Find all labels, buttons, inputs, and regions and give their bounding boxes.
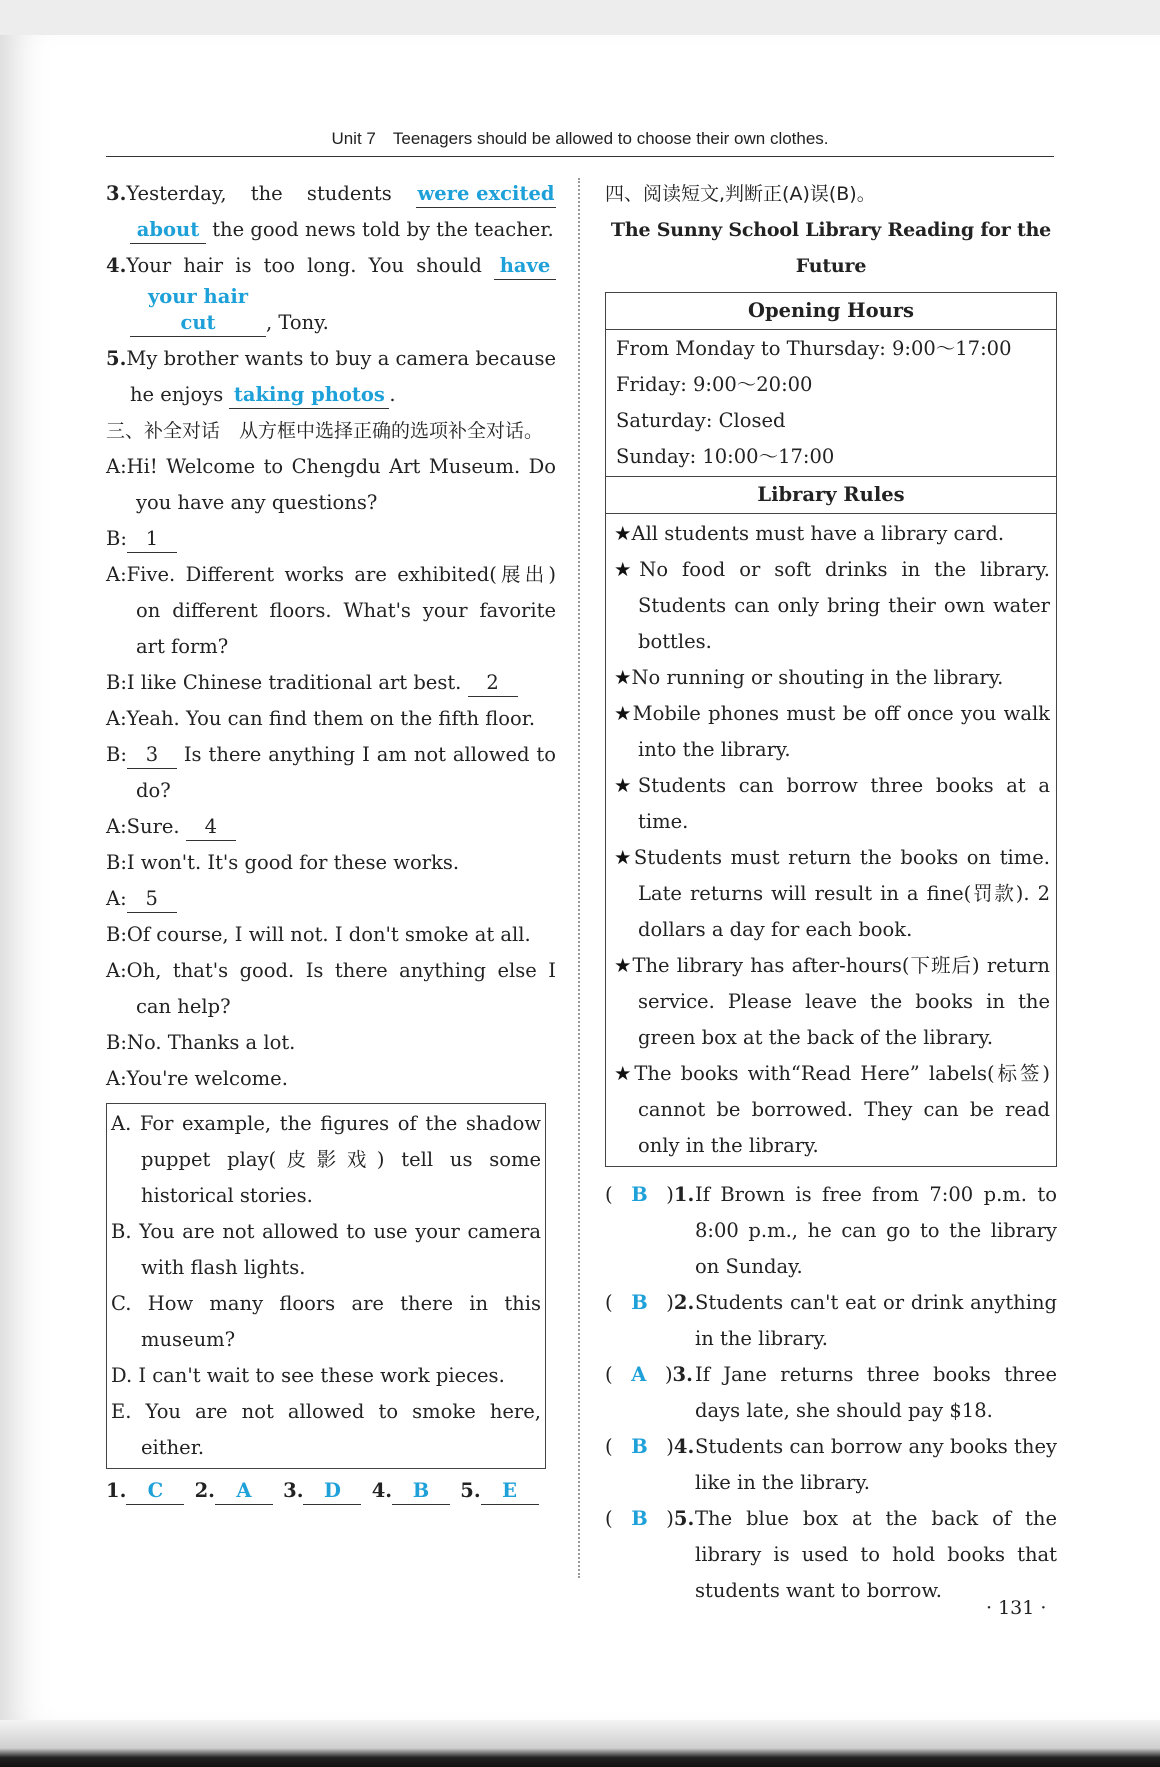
star-icon: ★: [614, 846, 634, 869]
bottom-bar: [0, 1720, 1160, 1767]
library-rule: ★All students must have a library card.: [614, 522, 1005, 545]
dialogue-line: A:Sure. 4: [106, 809, 556, 845]
question-3: 3.Yesterday, the students were excited about the good news told by the teacher.: [106, 176, 556, 248]
options-box: [106, 1103, 546, 1469]
dialogue-line: B:I like Chinese traditional art best. 2: [106, 665, 556, 701]
tf-question: ( B )5.The blue box at the back of the library is used to hold books that students want to borrow.: [605, 1501, 1057, 1609]
question-4: 4.Your hair is too long. You should have your hair cut , Tony.: [106, 248, 556, 341]
star-icon: ★: [614, 1062, 635, 1085]
header-rule: [106, 156, 1054, 157]
answer-blank: about: [130, 217, 206, 244]
answer-item: 5. E: [460, 1473, 538, 1509]
answer-item: 1. C: [106, 1473, 184, 1509]
tf-question: ( B )1.If Brown is free from 7:00 p.m. to 8:00 p.m., he can go to the library on Sunday.: [605, 1177, 1057, 1285]
dialogue-line: A:Yeah. You can find them on the fifth floor.: [106, 707, 536, 730]
dialogue-line: B:I won't. It's good for these works.: [106, 851, 460, 874]
speaker-label: A:: [106, 887, 127, 910]
option-d: D. I can't wait to see these work pieces.: [111, 1364, 505, 1387]
answer-item: 4. B: [372, 1473, 450, 1509]
library-rule: ★No running or shouting in the library.: [614, 666, 1004, 689]
hours-line: Friday: 9:00～20:00: [616, 373, 813, 396]
dialogue-line: [106, 881, 556, 917]
library-rule: ★Students can borrow three books at a time.: [614, 774, 1050, 833]
library-rules-list: [606, 514, 1056, 1166]
hours-line: From Monday to Thursday: 9:00～17:00: [616, 337, 1012, 360]
library-notice-box: [605, 292, 1057, 1167]
tf-answer: B: [631, 1507, 648, 1530]
answer-blank: taking photos: [229, 382, 389, 409]
answer-paren: ( B )1.: [605, 1183, 695, 1206]
dialogue-line: A:Five. Different works are exhibited(展出) on different floors. What's your favorite art form?: [106, 563, 556, 658]
column-divider: [578, 178, 580, 1578]
dialogue-line: [106, 521, 556, 557]
tf-question: ( B )2.Students can't eat or drink anything in the library.: [605, 1285, 1057, 1357]
answer-paren: ( B )2.: [605, 1291, 695, 1314]
page-number: · 131 ·: [986, 1597, 1047, 1619]
dialogue-blank: 1: [127, 526, 177, 553]
answer-blank: your hair cut: [130, 284, 266, 337]
answer-blank: have: [494, 253, 556, 280]
dialogue-line: A:Oh, that's good. Is there anything else I can help?: [106, 959, 556, 1018]
option-e: E. You are not allowed to smoke here, either.: [111, 1400, 541, 1459]
dialogue: [106, 449, 556, 1097]
option-b: B. You are not allowed to use your camera with flash lights.: [111, 1220, 541, 1279]
opening-hours-heading: Opening Hours: [606, 293, 1056, 330]
tf-answer: B: [631, 1291, 648, 1314]
speaker-label: B:: [106, 851, 127, 874]
library-rule: ★Students must return the books on time. Late returns will result in a fine(罚款). 2 dollars a day for each book.: [614, 846, 1050, 941]
library-rules-heading: Library Rules: [606, 476, 1056, 514]
tf-question: ( A )3. If Jane returns three books three days late, she should pay $18.: [605, 1357, 1057, 1429]
answer-blank: were excited: [416, 181, 556, 208]
library-rule: ★The library has after-hours(下班后) return service. Please leave the books in the green box at the back of the library.: [614, 954, 1050, 1049]
library-title: The Sunny School Library Reading for the Future: [610, 219, 1052, 277]
dialogue-blank: 5: [127, 886, 177, 913]
speaker-label: B:: [106, 527, 127, 550]
star-icon: ★: [614, 522, 632, 545]
dialogue-line: A:Hi! Welcome to Chengdu Art Museum. Do you have any questions?: [106, 455, 556, 514]
tf-answer: B: [631, 1183, 648, 1206]
answer-row: [106, 1473, 556, 1509]
tf-answer: B: [631, 1435, 648, 1458]
question-5: 5.My brother wants to buy a camera because he enjoys taking photos .: [106, 341, 556, 413]
library-rule: ★No food or soft drinks in the library. Students can only bring their own water bottles.: [614, 558, 1050, 653]
opening-hours-list: [606, 330, 1056, 476]
answer-paren: ( B )4.: [605, 1435, 695, 1458]
star-icon: ★: [614, 558, 640, 581]
dialogue-blank: 4: [186, 814, 236, 841]
dialogue-blank: 2: [468, 670, 518, 697]
hours-line: Saturday: Closed: [616, 409, 786, 432]
dialogue-line: B:Of course, I will not. I don't smoke at all.: [106, 923, 531, 946]
dialogue-line: B: 3 Is there anything I am not allowed to do?: [106, 743, 556, 802]
star-icon: ★: [614, 954, 633, 977]
page-header: Unit 7 Teenagers should be allowed to choose their own clothes.: [331, 129, 829, 148]
speaker-label: A:: [106, 815, 127, 838]
speaker-label: A:: [106, 959, 127, 982]
speaker-label: B:: [106, 923, 127, 946]
right-column: [605, 176, 1057, 1609]
library-rule: ★Mobile phones must be off once you walk into the library.: [614, 702, 1051, 761]
dialogue-blank: 3: [127, 742, 177, 769]
hours-line: Sunday: 10:00～17:00: [616, 445, 835, 468]
speaker-label: B:: [106, 743, 127, 766]
speaker-label: A:: [106, 707, 127, 730]
true-false-questions: [605, 1177, 1057, 1609]
dialogue-line: B:No. Thanks a lot.: [106, 1031, 296, 1054]
speaker-label: A:: [106, 455, 127, 478]
speaker-label: B:: [106, 1031, 127, 1054]
dialogue-line: A:You're welcome.: [106, 1067, 288, 1090]
section-4-title: 四、阅读短文,判断正(A)误(B)。: [605, 183, 876, 205]
answer-paren: ( A )3.: [605, 1363, 693, 1386]
library-rule: ★The books with“Read Here” labels(标签) cannot be borrowed. They can be read only in the library.: [614, 1062, 1050, 1157]
tf-question: ( B )4.Students can borrow any books they like in the library.: [605, 1429, 1057, 1501]
star-icon: ★: [614, 702, 633, 725]
option-c: C. How many floors are there in this museum?: [111, 1292, 541, 1351]
star-icon: ★: [614, 666, 632, 689]
speaker-label: A:: [106, 563, 127, 586]
section-3-title: 三、补全对话 从方框中选择正确的选项补全对话。: [106, 420, 544, 442]
speaker-label: A:: [106, 1067, 127, 1090]
answer-item: 3. D: [283, 1473, 361, 1509]
star-icon: ★: [614, 774, 638, 797]
speaker-label: B:: [106, 671, 127, 694]
answer-paren: ( B )5.: [605, 1507, 695, 1530]
option-a: A. For example, the figures of the shadow puppet play(皮影戏) tell us some historical stories.: [111, 1112, 541, 1207]
answer-item: 2. A: [195, 1473, 273, 1509]
tf-answer: A: [631, 1363, 647, 1386]
left-column: [106, 176, 556, 1509]
